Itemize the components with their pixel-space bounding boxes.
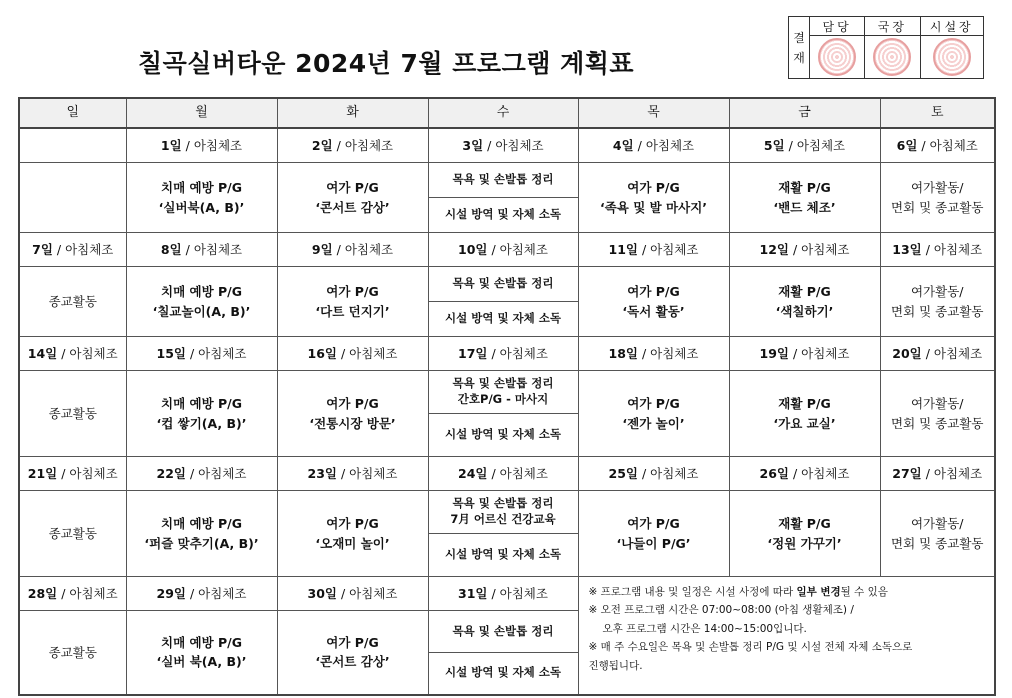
seal-stamp-chief [933,38,971,76]
sunday-cell: 종교활동 [19,267,126,337]
program-line: 면회 및 종교활동 [891,415,984,431]
thursday-program [578,491,729,577]
day-number: 3일 [462,137,484,153]
date-cell [277,128,428,163]
morning-exercise: / 아침체조 [52,241,114,257]
day-number: 27일 [892,465,922,481]
program-line: 여가활동/ [910,516,964,532]
saturday-program [880,491,995,577]
thursday-program [578,371,729,457]
morning-exercise: / 아침체조 [638,241,699,257]
program-line: 여가 P/G [326,516,379,532]
morning-exercise: / 아침체조 [789,465,850,481]
date-cell [428,337,578,371]
morning-exercise: / 아침체조 [57,585,118,601]
program-line: 여가활동/ [910,180,964,196]
date-cell [277,577,428,611]
approval-box [788,16,984,79]
morning-exercise: / 아침체조 [638,345,699,361]
monday-program [126,611,277,695]
sunday-cell: 종교활동 [19,611,126,695]
note-line: 진행됩니다. [588,659,643,672]
program-line: 목욕 및 손발톱 정리 [452,376,554,391]
program-row [19,267,995,337]
date-cell [880,457,995,491]
day-number: 21일 [27,465,58,481]
wednesday-bath [429,371,578,413]
date-cell [19,457,126,491]
saturday-program [880,267,995,337]
date-cell [126,128,277,163]
program-line: 여가활동/ [910,396,964,412]
date-cell [428,577,578,611]
monday-program [126,371,277,457]
wednesday-disinfection: 시설 방역 및 자체 소독 [429,301,578,336]
date-cell [578,128,729,163]
day-number: 9일 [311,241,333,257]
wednesday-disinfection: 시설 방역 및 자체 소독 [429,413,578,456]
program-line: ‘가요 교실’ [773,415,836,431]
program-line: 여가활동/ [910,284,964,300]
program-line: ‘나들이 P/G’ [616,535,691,551]
day-number: 12일 [759,241,789,257]
program-line: 여가 P/G [627,396,680,412]
morning-exercise: / 아침체조 [337,465,398,481]
note-line: 오후 프로그램 시간은 14:00~15:00입니다. [602,622,807,635]
morning-exercise: / 아침체조 [789,345,850,361]
day-number: 19일 [759,345,789,361]
morning-exercise: / 아침체조 [487,465,548,481]
morning-exercise: / 아침체조 [57,345,118,361]
morning-exercise: / 아침체조 [483,137,544,153]
monday-program [126,163,277,233]
thursday-program [578,163,729,233]
schedule-table [18,97,996,696]
date-cell [277,233,428,267]
tuesday-program [277,491,428,577]
weekday-header: 화 [277,98,428,128]
day-number: 6일 [896,137,918,153]
wednesday-program [428,371,578,457]
program-line: 여가 P/G [326,180,379,196]
program-line: 여가 P/G [627,516,680,532]
wednesday-program [428,267,578,337]
program-line: 치매 예방 P/G [161,516,242,532]
date-cell [428,457,578,491]
friday-program [729,267,880,337]
date-cell [126,577,277,611]
monday-program [126,267,277,337]
program-line: 목욕 및 손발톱 정리 [452,276,554,291]
wednesday-program [428,611,578,695]
day-number: 8일 [160,241,182,257]
program-line: 치매 예방 P/G [161,396,242,412]
friday-program [729,371,880,457]
notes-cell [578,577,995,695]
day-number: 20일 [892,345,922,361]
day-number: 18일 [608,345,638,361]
date-cell [880,337,995,371]
program-line: ‘실버 북(A, B)’ [156,654,247,670]
program-row [19,491,995,577]
thursday-program [578,267,729,337]
date-row [19,233,995,267]
day-number: 2일 [311,137,333,153]
date-cell [19,337,126,371]
date-cell [729,457,880,491]
approval-head-staff: 담당 [810,17,865,36]
day-number: 15일 [156,345,186,361]
program-line: 재활 P/G [778,180,831,196]
day-number: 17일 [458,345,488,361]
day-number: 14일 [27,345,58,361]
morning-exercise: / 아침체조 [332,137,394,153]
program-row [19,163,995,233]
friday-program [729,491,880,577]
morning-exercise: / 아침체조 [186,345,247,361]
wednesday-program [428,163,578,233]
wednesday-bath [429,163,578,197]
note-line: ※ 오전 프로그램 시간은 07:00~08:00 (아침 생활체조) / [588,604,854,617]
program-row [19,371,995,457]
program-line: 재활 P/G [778,516,831,532]
program-line: 면회 및 종교활동 [891,535,984,551]
date-cell [277,457,428,491]
weekday-header: 일 [19,98,126,128]
program-line: 치매 예방 P/G [161,180,242,196]
date-cell [578,337,729,371]
date-cell [729,128,880,163]
date-cell [126,457,277,491]
program-line: ‘정원 가꾸기’ [767,535,842,551]
day-number: 29일 [156,585,186,601]
wednesday-disinfection: 시설 방역 및 자체 소독 [429,197,578,232]
morning-exercise: / 아침체조 [337,585,398,601]
date-cell [578,233,729,267]
program-line: ‘전통시장 방문’ [309,415,396,431]
date-cell [277,337,428,371]
program-line: 여가 P/G [326,396,379,412]
date-cell [428,128,578,163]
program-line: 치매 예방 P/G [161,634,242,650]
tuesday-program [277,611,428,695]
morning-exercise: / 아침체조 [186,585,247,601]
date-cell [880,233,995,267]
day-number: 5일 [763,137,785,153]
weekday-header: 토 [880,98,995,128]
program-line: 여가 P/G [627,284,680,300]
program-line: 여가 P/G [326,634,379,650]
morning-exercise: / 아침체조 [57,465,118,481]
wednesday-disinfection: 시설 방역 및 자체 소독 [429,533,578,576]
program-line: ‘족욕 및 발 마사지’ [599,199,708,215]
morning-exercise: / 아침체조 [638,465,699,481]
wednesday-bath [429,267,578,301]
friday-program [729,163,880,233]
program-line: 간호P/G - 마사지 [457,392,549,406]
note-text: 될 수 있음 [840,586,888,598]
program-line: ‘색칠하기’ [775,303,834,319]
date-cell [19,577,126,611]
program-line: ‘실버북(A, B)’ [158,199,245,215]
day-number: 13일 [892,241,922,257]
program-line: ‘밴드 체조’ [773,199,836,215]
date-cell [19,233,126,267]
program-line: 여가 P/G [326,284,379,300]
approval-head-chief: 시설장 [920,17,983,36]
program-line: 여가 P/G [627,180,680,196]
morning-exercise: / 아침체조 [186,465,247,481]
date-cell [729,233,880,267]
note-line [589,583,991,601]
monday-program [126,491,277,577]
note-line: ※ 매 주 수요일은 목욕 및 손발톱 정리 P/G 및 시설 전체 자체 소독으로 [588,641,913,654]
morning-exercise: / 아침체조 [487,241,548,257]
day-number: 16일 [307,345,337,361]
weekday-header: 금 [729,98,880,128]
tuesday-program [277,371,428,457]
morning-exercise: / 아침체조 [487,585,548,601]
morning-exercise: / 아침체조 [332,241,394,257]
date-cell [19,128,126,163]
program-line: 재활 P/G [778,396,831,412]
wednesday-program [428,491,578,577]
morning-exercise: / 아침체조 [921,345,983,361]
program-line: ‘퍼즐 맞추기(A, B)’ [144,535,259,551]
program-line: 치매 예방 P/G [161,284,242,300]
sunday-cell: 종교활동 [19,491,126,577]
date-cell [126,233,277,267]
day-number: 22일 [156,465,186,481]
program-line: ‘오재미 놀이’ [315,535,390,551]
approval-head-director: 국장 [865,17,920,36]
day-number: 4일 [612,137,634,153]
date-cell [880,128,995,163]
program-line: 목욕 및 손발톱 정리 [452,172,554,187]
date-row [19,577,995,611]
note-emphasis: 일부 변경 [796,586,841,598]
wednesday-bath [429,611,578,652]
note-text: ※ 프로그램 내용 및 일정은 시설 사정에 따라 [588,586,797,598]
day-number: 30일 [307,585,337,601]
date-row [19,128,995,163]
program-line: ‘컵 쌓기(A, B)’ [156,415,247,431]
program-line: ‘젠가 놀이’ [622,415,685,431]
day-number: 28일 [27,585,58,601]
date-cell [729,337,880,371]
day-number: 24일 [458,465,488,481]
program-line: ‘콘서트 감상’ [315,654,390,670]
program-line: 재활 P/G [778,284,831,300]
wednesday-disinfection: 시설 방역 및 자체 소독 [429,652,578,694]
date-row [19,337,995,371]
tuesday-program [277,163,428,233]
wednesday-bath [429,491,578,533]
saturday-program [880,371,995,457]
weekday-header: 월 [126,98,277,128]
weekday-header-row [19,98,995,128]
program-line: 면회 및 종교활동 [891,303,984,319]
seal-stamp-director [873,38,911,76]
day-number: 25일 [608,465,638,481]
weekday-header: 목 [578,98,729,128]
morning-exercise: / 아침체조 [784,137,846,153]
weekday-header: 수 [428,98,578,128]
morning-exercise: / 아침체조 [921,241,983,257]
morning-exercise: / 아침체조 [337,345,398,361]
sunday-cell [19,163,126,233]
morning-exercise: / 아침체조 [633,137,695,153]
page-title: 칠곡실버타운 2024년 7월 프로그램 계획표 [138,49,635,78]
day-number: 1일 [160,137,182,153]
day-number: 11일 [608,241,638,257]
morning-exercise: / 아침체조 [921,465,983,481]
date-cell [126,337,277,371]
program-line: ‘콘서트 감상’ [315,199,390,215]
morning-exercise: / 아침체조 [181,137,243,153]
program-line: 목욕 및 손발톱 정리 [452,623,554,638]
morning-exercise: / 아침체조 [487,345,548,361]
date-row [19,457,995,491]
date-cell [578,457,729,491]
morning-exercise: / 아침체조 [789,241,850,257]
program-line: ‘칠교놀이(A, B)’ [152,303,251,319]
morning-exercise: / 아침체조 [917,137,978,153]
day-number: 23일 [307,465,337,481]
program-line: 목욕 및 손발톱 정리 [452,496,554,511]
program-line: 면회 및 종교활동 [891,199,984,215]
tuesday-program [277,267,428,337]
program-line: ‘독서 활동’ [622,303,685,319]
day-number: 7일 [32,241,53,257]
date-cell [428,233,578,267]
day-number: 31일 [458,585,488,601]
saturday-program [880,163,995,233]
sunday-cell: 종교활동 [19,371,126,457]
day-number: 10일 [458,241,488,257]
day-number: 26일 [759,465,789,481]
approval-label: 결재 [789,17,810,79]
program-line: ‘다트 던지기’ [315,303,390,319]
morning-exercise: / 아침체조 [181,241,243,257]
seal-stamp-staff [818,38,856,76]
program-line: 7月 어르신 건강교육 [450,512,556,526]
